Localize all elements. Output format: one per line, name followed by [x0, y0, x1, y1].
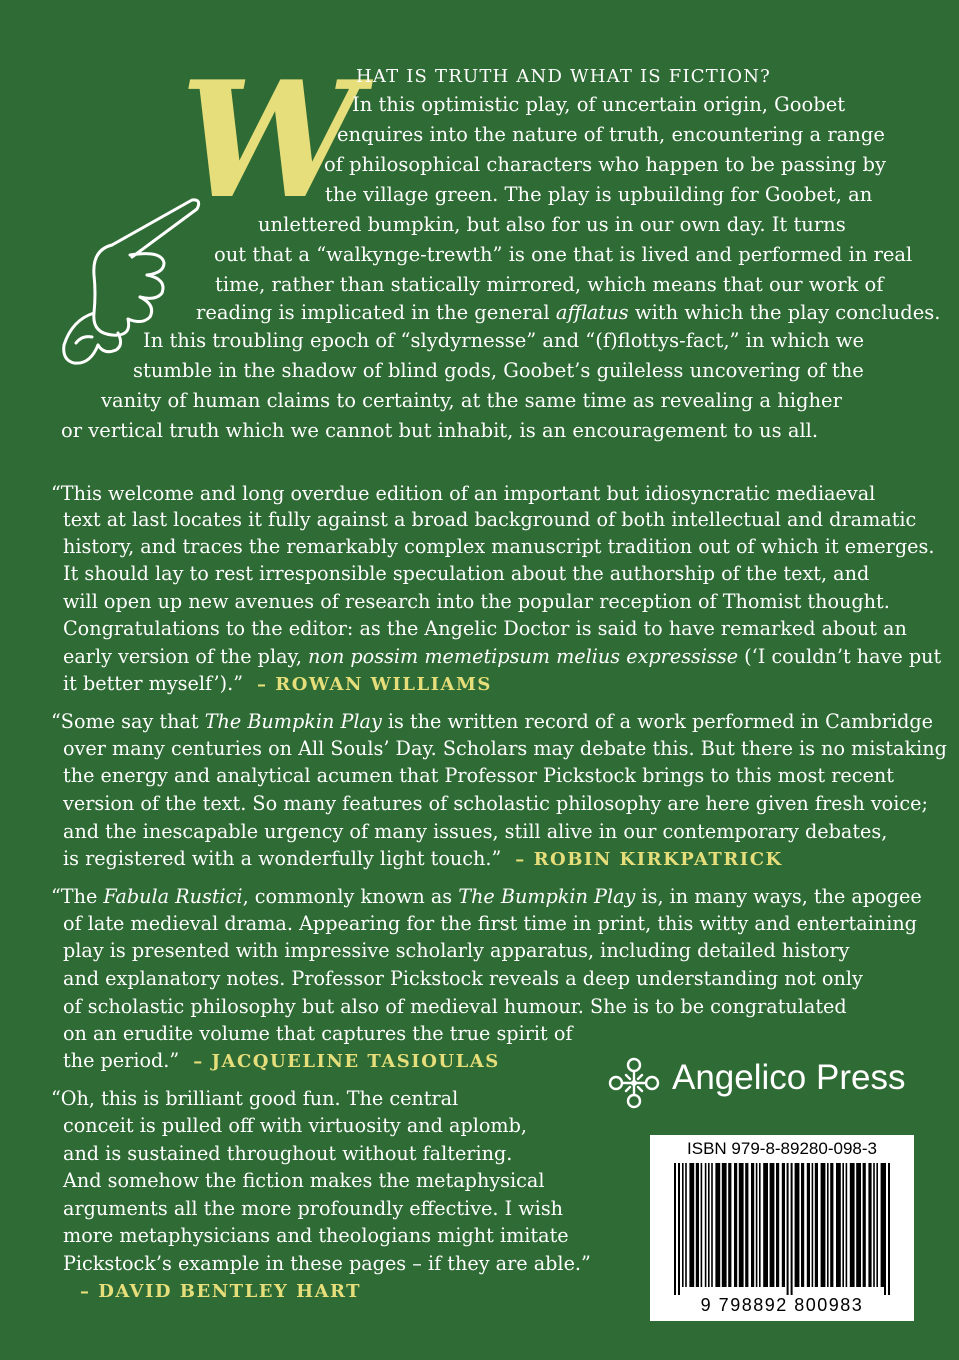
barcode-bar: [756, 1163, 758, 1287]
barcode-bar: [815, 1163, 818, 1287]
drop-cap-letter: W: [180, 46, 360, 234]
quote-line: conceit is pulled off with virtuosity and aplomb,: [63, 1114, 528, 1137]
intro-line: vanity of human claims to certainty, at the same time as revealing a higher: [101, 389, 842, 412]
drop-cap-w: [180, 46, 360, 234]
quote-line: “Oh, this is brilliant good fun. The central: [51, 1087, 459, 1110]
quote-line: version of the text. So many features of scholastic philosophy are here given fresh voice;: [63, 792, 928, 815]
quote-line: And somehow the fiction makes the metaphysical: [63, 1169, 545, 1192]
barcode-bar: [807, 1163, 810, 1287]
quote-line: on an erudite volume that captures the true spirit of: [63, 1022, 573, 1045]
intro-line: In this troubling epoch of “slydyrnesse” and “(f)flottys-fact,” in which we: [143, 329, 865, 352]
barcode-bar: [863, 1163, 866, 1287]
barcode-bar: [763, 1163, 768, 1287]
barcode-bar: [776, 1163, 779, 1287]
quote-line: more metaphysicians and theologians might imitate: [63, 1224, 569, 1247]
quote-line: over many centuries on All Souls’ Day. Scholars may debate this. But there is no mistaking: [63, 737, 947, 760]
quote-line: arguments all the more profoundly effective. I wish: [63, 1197, 564, 1220]
intro-line: enquires into the nature of truth, encountering a range: [337, 123, 885, 146]
quote-line: early version of the play, non possim memetipsum melius expressisse (‘I couldn’t have put: [63, 645, 942, 668]
attribution-hart: – DAVID BENTLEY HART: [80, 1281, 362, 1302]
barcode-bar: [791, 1163, 793, 1295]
barcode-bar: [836, 1163, 841, 1287]
barcode-bar: [708, 1163, 710, 1287]
barcode-bar: [689, 1163, 694, 1287]
quote-line: the period.” – JACQUELINE TASIOULAS: [63, 1049, 500, 1072]
isbn-label: ISBN 979-8-89280-098-3: [687, 1139, 877, 1158]
barcode-bar: [678, 1163, 680, 1295]
intro-line: out that a “walkynge-trewth” is one that is lived and performed in real: [214, 243, 913, 266]
barcode-bar: [787, 1163, 789, 1295]
barcode-bar: [722, 1163, 727, 1287]
quote-line: [80, 1277, 361, 1306]
quote-line: text at last locates it fully against a broad background of both intellectual and dramatic: [63, 508, 917, 531]
barcode-bar: [856, 1163, 861, 1287]
angelico-cross-icon: [606, 1055, 662, 1111]
barcode-bar: [751, 1163, 754, 1287]
intro-line: or vertical truth which we cannot but inhabit, is an encouragement to us all.: [61, 419, 819, 442]
intro-line: the village green. The play is upbuilding for Goobet, an: [325, 183, 873, 206]
intro-line: In this optimistic play, of uncertain origin, Goobet: [352, 93, 846, 116]
quote-line: it better myself’).” – ROWAN WILLIAMS: [63, 672, 492, 695]
quote-line: is registered with a wonderfully light touch.” – ROBIN KIRKPATRICK: [63, 847, 783, 870]
intro-line: of philosophical characters who happen to be passing by: [324, 153, 887, 176]
intro-line: unlettered bumpkin, but also for us in our own day. It turns: [258, 213, 846, 236]
barcode-bar: [696, 1163, 699, 1287]
barcode-bar: [770, 1163, 775, 1287]
barcode-bar: [745, 1163, 748, 1287]
quote-line: and is sustained throughout without faltering.: [63, 1142, 513, 1165]
intro-line: time, rather than statically mirrored, which means that our work of: [215, 273, 884, 296]
quote-line: and the inescapable urgency of many issues, still alive in our contemporary debates,: [63, 820, 888, 843]
attribution-williams: – ROWAN WILLIAMS: [257, 674, 492, 695]
barcode-bar: [888, 1163, 890, 1295]
attribution-kirkpatrick: – ROBIN KIRKPATRICK: [515, 849, 783, 870]
barcode-bar: [682, 1163, 684, 1287]
barcode-bar: [884, 1163, 886, 1295]
barcode-bar: [830, 1163, 833, 1287]
quote-line: It should lay to rest irresponsible speculation about the authorship of the text, and: [63, 562, 870, 585]
quote-line: of late medieval drama. Appearing for the first time in print, this witty and entertaining: [63, 912, 917, 935]
barcode-bar: [868, 1163, 871, 1287]
barcode-bar: [821, 1163, 826, 1287]
barcode-bar: [674, 1163, 676, 1295]
quote-line: history, and traces the remarkably complex manuscript tradition out of which it emerges.: [63, 535, 935, 558]
barcode-bar: [685, 1163, 687, 1287]
barcode-bar: [759, 1163, 761, 1287]
quote-line: Congratulations to the editor: as the Angelic Doctor is said to have remarked about an: [63, 617, 907, 640]
isbn-barcode: [650, 1135, 914, 1321]
quote-line: will open up new avenues of research into the popular reception of Thomist thought.: [63, 590, 890, 613]
quote-line: play is presented with impressive scholarly apparatus, including detailed history: [63, 939, 850, 962]
quote-line: “The Fabula Rustici, commonly known as The Bumpkin Play is, in many ways, the apogee: [51, 885, 922, 908]
barcode-bar: [711, 1163, 713, 1287]
barcode-bar: [801, 1163, 804, 1287]
intro-line: reading is implicated in the general afflatus with which the play concludes.: [196, 301, 941, 324]
barcode-bar: [739, 1163, 744, 1287]
barcode-bar: [782, 1163, 785, 1287]
barcode-bar: [795, 1163, 800, 1287]
barcode-bar: [812, 1163, 814, 1287]
barcode-bar: [705, 1163, 707, 1287]
barcode-bar: [842, 1163, 844, 1287]
attribution-tasioulas: – JACQUELINE TASIOULAS: [193, 1051, 500, 1072]
barcode-bar: [850, 1163, 855, 1287]
barcode-bar: [728, 1163, 731, 1287]
intro-line: HAT IS TRUTH AND WHAT IS FICTION?: [356, 66, 772, 87]
barcode-bars: [668, 1163, 896, 1295]
isbn-digits: 9 798892 800983: [700, 1295, 864, 1315]
quote-line: “Some say that The Bumpkin Play is the written record of a work performed in Cambridge: [51, 710, 933, 733]
quote-line: Pickstock’s example in these pages – if they are able.”: [63, 1252, 591, 1275]
quote-line: and explanatory notes. Professor Pickstock reveals a deep understanding not only: [63, 967, 863, 990]
barcode-bar: [846, 1163, 848, 1287]
barcode-bar: [715, 1163, 720, 1287]
publisher-name: Angelico Press: [672, 1058, 906, 1097]
quote-line: the energy and analytical acumen that Professor Pickstock brings to this most recent: [63, 764, 894, 787]
barcode-bar: [734, 1163, 737, 1287]
barcode-bar: [873, 1163, 875, 1287]
quote-line: of scholastic philosophy but also of medieval humour. She is to be congratulated: [63, 995, 847, 1018]
barcode-bar: [701, 1163, 703, 1287]
intro-line: stumble in the shadow of blind gods, Goobet’s guileless uncovering of the: [133, 359, 864, 382]
quote-line: “This welcome and long overdue edition of an important but idiosyncratic mediaeval: [51, 482, 876, 505]
barcode-bar: [827, 1163, 829, 1287]
barcode-bar: [876, 1163, 878, 1287]
